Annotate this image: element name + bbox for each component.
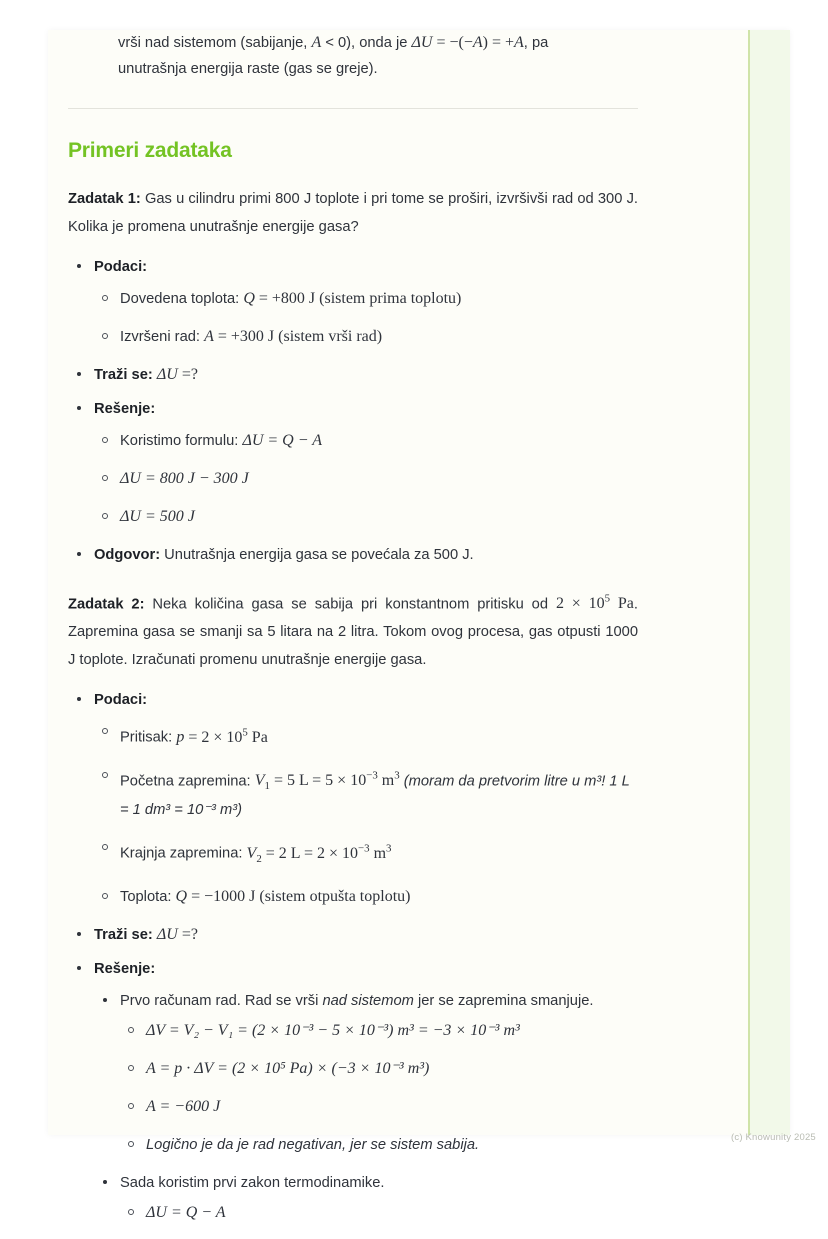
page-title: Primeri zadataka — [68, 139, 232, 162]
task2-podaci-2-prefix: Krajnja zapremina: — [120, 845, 247, 862]
task1-odgovor-label: Odgovor: — [94, 547, 161, 563]
intro-eq2: ) = + — [482, 34, 514, 51]
task1-odgovor-text: Unutrašnja energija gasa se povećala za 500 J. — [160, 547, 474, 563]
task1-trazi-var: ΔU — [156, 366, 178, 383]
bullet-circle-icon — [102, 333, 108, 339]
task1-podaci-1-var: A — [204, 328, 214, 345]
task1-resenje-2-math: ΔU = 500 J — [120, 508, 195, 525]
intro-line1-tail: , pa — [523, 35, 549, 51]
list-item — [94, 836, 638, 871]
task2-step1-italic: nad sistemom — [322, 992, 414, 1009]
bullet-circle-icon — [102, 844, 108, 850]
task2-resenje-sublist — [94, 989, 638, 1225]
task2-podaci-label: Podaci: — [94, 692, 148, 709]
task2-step1-sublist — [120, 1019, 638, 1157]
task2-statement-math — [556, 595, 634, 612]
list-item — [94, 467, 638, 491]
bullet-circle-icon — [128, 1103, 134, 1109]
task1-resenje-item — [68, 397, 638, 529]
bullet-disc-icon — [103, 998, 107, 1002]
task2-step1-note: Logično je da je rad negativan, jer se sistem sabija. — [146, 1136, 480, 1153]
bullet-circle-icon — [102, 513, 108, 519]
task2-podaci-1-exp: −3 — [366, 769, 378, 782]
task1-trazi-item — [68, 363, 638, 387]
task1-label: Zadatak 1: — [68, 191, 141, 207]
bullet-disc-icon — [77, 966, 81, 970]
task2-podaci-1-note: (moram da pretvorim litre u m³! 1 L = 1 dm³ = 10⁻³ m³) — [120, 772, 630, 819]
task2-resenje-label: Rešenje: — [94, 960, 156, 977]
task2-podaci-2-unit: m — [369, 844, 387, 862]
task2-step2 — [94, 1171, 638, 1225]
task2-podaci-1-math — [269, 769, 400, 789]
green-accent-strip — [748, 30, 790, 1135]
task2-step1 — [94, 989, 638, 1157]
task1-podaci-1-suffix: = +300 J (sistem vrši rad) — [213, 328, 383, 345]
green-accent-strip-edge — [748, 30, 750, 1135]
task2-podaci-item — [68, 688, 638, 908]
task2-podaci-2-math — [261, 842, 392, 862]
task2-statement — [68, 585, 638, 674]
task2-podaci-2-var-base: V — [246, 844, 257, 862]
list-item — [120, 1095, 638, 1119]
task2-podaci-2-exp: −3 — [358, 842, 370, 855]
task2-label: Zadatak 2: — [68, 596, 145, 613]
list-item — [94, 287, 638, 311]
task2-step1-item-2: A = −600 J — [146, 1097, 221, 1115]
task2-list — [68, 688, 638, 1224]
bullet-disc-icon — [77, 406, 81, 410]
list-item — [120, 1133, 638, 1157]
section-divider — [68, 108, 638, 109]
list-item — [94, 720, 638, 749]
task2-trazi-label: Traži se: — [94, 926, 153, 943]
bullet-circle-icon — [102, 295, 108, 301]
bullet-disc-icon — [77, 697, 81, 701]
task1-resenje-0-math: ΔU = Q − A — [242, 432, 323, 449]
task2-step1-text-a: Prvo računam rad. Rad se vrši — [120, 992, 323, 1009]
task1-trazi-label: Traži se: — [94, 367, 153, 383]
list-item — [94, 885, 638, 909]
list-item — [120, 1019, 638, 1043]
task2-podaci-3-prefix: Toplota: — [120, 888, 176, 905]
task2-podaci-1-var — [254, 771, 270, 793]
intro-line1-mid: < 0), onda je — [321, 35, 412, 51]
task1-podaci-0-suffix: = +800 J (sistem prima toplotu) — [254, 290, 462, 307]
task2-podaci-3-math: = −1000 J (sistem otpušta toplotu) — [187, 887, 411, 905]
task2-trazi-suffix: =? — [177, 925, 198, 943]
list-item — [94, 505, 638, 529]
task2-trazi-item — [68, 923, 638, 947]
task1-trazi-suffix: =? — [177, 366, 198, 383]
task2-statement-b: . Zapremina gasa se smanji sa 5 litara na 2 litra. Tokom ovog procesa, gas otpusti 1000 J toplote. Izračunati promenu unutrašnje energije gasa. — [68, 596, 639, 669]
task2-step2-sublist — [120, 1201, 638, 1225]
task2-trazi-var: ΔU — [156, 925, 178, 943]
task2-statement-math-base: 2 × 10 — [555, 595, 605, 613]
intro-var-deltau: ΔU — [411, 34, 433, 51]
intro-line1-text: vrši nad sistemom (sabijanje, — [118, 35, 312, 51]
task2-podaci-1-var-base: V — [254, 771, 265, 789]
task2-podaci-0-math-base: = 2 × 10 — [184, 728, 243, 746]
list-item — [120, 1057, 638, 1081]
bullet-disc-icon — [103, 1180, 107, 1184]
task2-podaci-2-math-base: = 2 L = 2 × 10 — [261, 844, 359, 862]
task1-podaci-1-prefix: Izvršeni rad: — [120, 329, 205, 345]
bullet-circle-icon — [128, 1065, 134, 1071]
task2-podaci-0-unit: Pa — [247, 728, 268, 746]
intro-var-a3: A — [514, 34, 524, 51]
task2-statement-a: Neka količina gasa se sabija pri konstantnom pritisku od — [144, 596, 556, 613]
task2-podaci-1-unit-exp: 3 — [394, 769, 400, 782]
task2-step1-item-1: A = p · ΔV = (2 × 10⁵ Pa) × (−3 × 10⁻³ m³) — [146, 1059, 430, 1077]
task2-podaci-2-unit-exp: 3 — [386, 842, 392, 855]
bullet-circle-icon — [102, 475, 108, 481]
task1-podaci-item — [68, 255, 638, 349]
task1-resenje-sublist — [94, 429, 638, 529]
task1-resenje-0-prefix: Koristimo formulu: — [120, 433, 243, 449]
task2-statement-unit: Pa — [610, 595, 634, 613]
task2-podaci-1-unit: m — [377, 771, 395, 789]
bullet-disc-icon — [77, 552, 81, 556]
task1-statement — [68, 185, 638, 241]
task2-step2-item-0: ΔU = Q − A — [146, 1203, 226, 1221]
task2-podaci-0-prefix: Pritisak: — [120, 729, 177, 746]
bullet-circle-icon — [102, 893, 108, 899]
task2-podaci-1-math-base: = 5 L = 5 × 10 — [269, 771, 367, 789]
bullet-circle-icon — [102, 728, 108, 734]
intro-eq1: = −(− — [432, 34, 473, 51]
intro-line2: unutrašnja energija raste (gas se greje). — [118, 61, 378, 77]
bullet-disc-icon — [77, 372, 81, 376]
task2-resenje-item — [68, 957, 638, 1225]
task1-resenje-label: Rešenje: — [94, 401, 156, 417]
task1-podaci-0-var: Q — [243, 290, 255, 307]
task2-step1-item-0: ΔV = V₂ − V₁ = (2 × 10⁻³ − 5 × 10⁻³) m³ = −3 × 10⁻³ m³ — [146, 1021, 520, 1039]
intro-var-a2: A — [472, 34, 483, 51]
bullet-circle-icon — [128, 1141, 134, 1147]
list-item — [120, 1201, 638, 1225]
bullet-circle-icon — [102, 437, 108, 443]
task1-statement-text: Gas u cilindru primi 800 J toplote i pri tome se proširi, izvršivši rad od 300 J. Kolika je promena unutrašnje energije gasa? — [68, 191, 638, 235]
bullet-disc-icon — [77, 932, 81, 936]
bullet-circle-icon — [102, 772, 108, 778]
task2-podaci-0-math — [184, 726, 268, 746]
task2-podaci-1-prefix: Početna zapremina: — [120, 772, 255, 789]
task2-step1-text-b: jer se zapremina smanjuje. — [413, 992, 594, 1009]
intro-var-a: A — [311, 34, 322, 51]
list-item — [94, 325, 638, 349]
task2-podaci-2-var — [246, 844, 262, 865]
list-item — [94, 429, 638, 453]
task2-statement-math-exp: 5 — [604, 593, 611, 605]
task2-podaci-sublist — [94, 720, 638, 908]
task1-podaci-0-prefix: Dovedena toplota: — [120, 291, 244, 307]
bullet-circle-icon — [128, 1209, 134, 1215]
bullet-circle-icon — [128, 1027, 134, 1033]
task2-step2-text: Sada koristim prvi zakon termodinamike. — [120, 1174, 385, 1191]
task1-podaci-label: Podaci: — [94, 259, 148, 275]
intro-paragraph — [118, 30, 638, 82]
task2-podaci-3-var: Q — [175, 887, 188, 905]
bullet-disc-icon — [77, 264, 81, 268]
task1-odgovor-item — [68, 543, 638, 567]
task2-podaci-0-var: p — [176, 728, 185, 746]
list-item — [94, 764, 638, 823]
task1-resenje-1-math: ΔU = 800 J − 300 J — [120, 470, 249, 487]
task1-list — [68, 255, 638, 567]
document-content — [68, 30, 638, 1239]
task2-podaci-0-exp: 5 — [242, 726, 248, 739]
task2-podaci-2-sub: 2 — [256, 852, 262, 865]
task2-podaci-1-sub: 1 — [264, 780, 270, 793]
task1-podaci-sublist — [94, 287, 638, 349]
watermark-knowunity: (c) Knowunity 2025 — [731, 1132, 816, 1143]
